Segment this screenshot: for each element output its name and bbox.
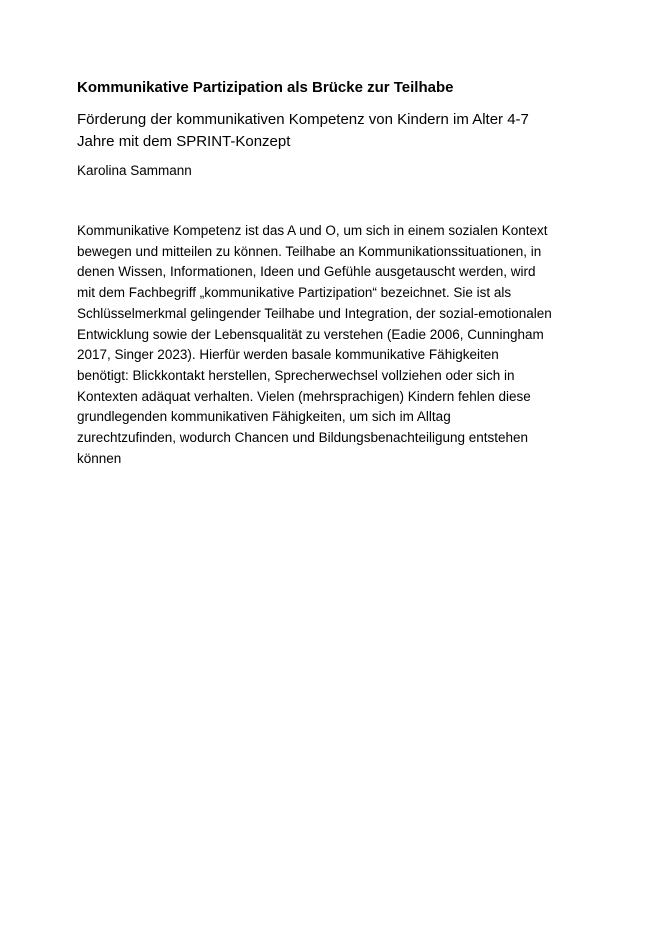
body-line: grundlegenden kommunikativen Fähigkeiten, um sich im Alltag <box>77 409 451 425</box>
subtitle-line: Förderung der kommunikativen Kompetenz von Kindern im Alter 4-7 <box>77 111 529 128</box>
body-line: denen Wissen, Informationen, Ideen und Gefühle ausgetauscht werden, wird <box>77 264 536 280</box>
body-line: Kommunikative Kompetenz ist das A und O, um sich in einem sozialen Kontext <box>77 223 548 238</box>
document-author: Karolina Sammann <box>77 163 192 178</box>
body-line: Kontexten adäquat verhalten. Vielen (mehrsprachigen) Kindern fehlen diese <box>77 388 531 404</box>
document-title: Kommunikative Partizipation als Brücke zur Teilhabe <box>77 79 454 96</box>
body-line: Entwicklung sowie der Lebensqualität zu verstehen (Eadie 2006, Cunningham <box>77 326 544 342</box>
body-line: 2017, Singer 2023). Hierfür werden basale kommunikative Fähigkeiten <box>77 347 499 363</box>
body-line: bewegen und mitteilen zu können. Teilhabe an Kommunikationssituationen, in <box>77 243 542 259</box>
body-line: mit dem Fachbegriff „kommunikative Partizipation“ bezeichnet. Sie ist als <box>77 285 512 301</box>
subtitle-line: Jahre mit dem SPRINT-Konzept <box>77 133 291 150</box>
body-line: Schlüsselmerkmal gelingender Teilhabe und Integration, der sozial-emotionalen <box>77 305 552 321</box>
document-subtitle <box>77 109 587 153</box>
document-body-paragraph <box>77 221 597 469</box>
body-line: können <box>77 450 122 466</box>
body-line: benötigt: Blickkontakt herstellen, Sprecherwechsel vollziehen oder sich in <box>77 367 515 383</box>
body-line: zurechtzufinden, wodurch Chancen und Bildungsbenachteiligung entstehen <box>77 430 529 446</box>
